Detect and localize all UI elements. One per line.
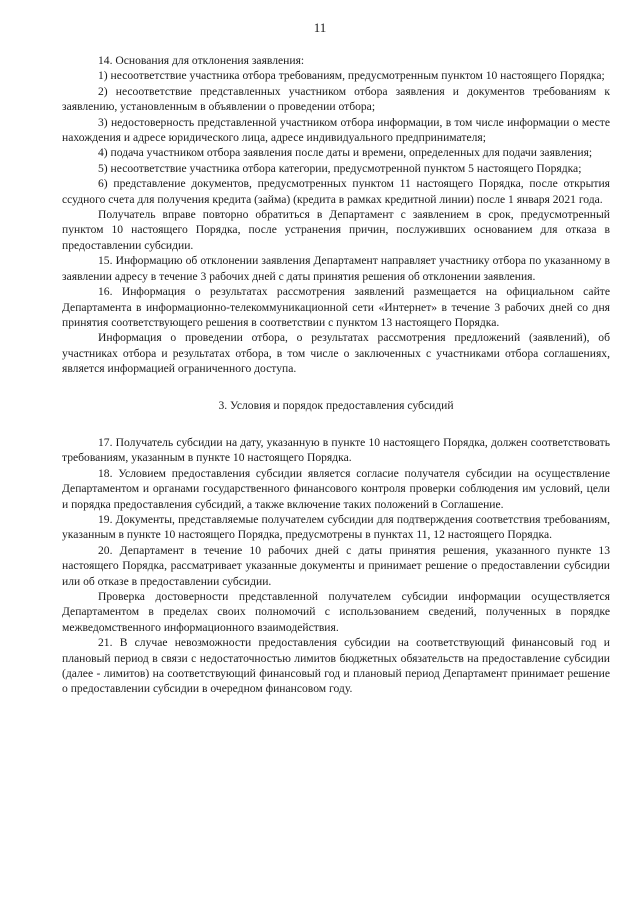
paragraph-14-item-5: 5) несоответствие участника отбора категории, предусмотренной пунктом 5 настоящего Порядка; xyxy=(98,161,582,175)
paragraph-20: 20. Департамент в течение 10 рабочих дней с даты принятия решения, указанного пункте 13 настоящего Порядка, рассматривает указанные документы и принимает решение о предоставлении субсидии или об отказе в предоставлении субсидии. xyxy=(62,543,610,588)
paragraph-verification: Проверка достоверности представленной получателем субсидии информации осуществляется Департаментом в пределах своих полномочий с использованием сведений, полученных в порядке межведомственного информационного взаимодействия. xyxy=(62,590,610,634)
paragraph-15: 15. Информацию об отклонении заявления Департамент направляет участнику отбора по указанному в заявлении адресу в течение 3 рабочих дней с даты принятия решения об отклонении заявления. xyxy=(62,254,610,283)
paragraph-16: 16. Информация о результатах рассмотрения заявлений размещается на официальном сайте Департамента в информационно-телекоммуникационной сети «Интернет» в течение 3 рабочих дней со дня принятия соответствующего решения в соответствии с пунктом 13 настоящего Порядка. xyxy=(62,285,610,329)
paragraph-14-item-2: 2) несоответствие представленных участником отбора заявления и документов требованиям к заявлению, установленным в объявлении о проведении отбора; xyxy=(62,84,610,114)
paragraph-18: 18. Условием предоставления субсидии является согласие получателя субсидии на осуществление Департаментом и органами государственного финансового контроля проверки соблюдения им условий, цели и порядка предоставления субсидий, а также включение таких положений в Соглашение. xyxy=(62,466,610,511)
paragraph-14-item-4: 4) подача участником отбора заявления после даты и времени, определенных для подачи заявления; xyxy=(98,146,593,160)
paragraph-17: 17. Получатель субсидии на дату, указанную в пункте 10 настоящего Порядка, должен соответствовать требованиям, указанным в пункте 10 настоящего Порядка. xyxy=(62,435,610,465)
paragraph-14-item-3: 3) недостоверность представленной участником отбора информации, в том числе информации о месте нахождения и адресе юридического лица, адресе индивидуального предпринимателя; xyxy=(62,115,610,145)
paragraph-14-heading: 14. Основания для отклонения заявления: xyxy=(98,54,305,67)
page-number: 11 xyxy=(313,20,327,35)
paragraph-14-item-6: 6) представление документов, предусмотренных пунктом 11 настоящего Порядка, после открытия ссудного счета для получения кредита (займа) (кредита в рамках кредитной линии) после 1 января 2021 года. xyxy=(62,177,610,206)
section-title: 3. Условия и порядок предоставления субсидий xyxy=(218,398,454,412)
document-body xyxy=(62,53,610,697)
paragraph-restricted-info: Информация о проведении отбора, о результатах рассмотрения предложений (заявлений), об участниках отбора и результатах отбора, в том числе о заключенных с участниками отбора соглашениях, является информацией ограниченного доступа. xyxy=(62,331,610,376)
paragraph-reapply: Получатель вправе повторно обратиться в Департамент с заявлением в срок, предусмотренный пунктом 10 настоящего Порядка, после устранения причин, послуживших основанием для отказа в предоставлении субсидии. xyxy=(62,208,610,252)
paragraph-14-item-1: 1) несоответствие участника отбора требованиям, предусмотренным пунктом 10 настоящего Порядка; xyxy=(98,69,605,83)
paragraph-19: 19. Документы, представляемые получателем субсидии для подтверждения соответствия требованиям, указанным в пункте 10 настоящего Порядка, предусмотрены в пунктах 11, 12 настоящего Порядка. xyxy=(62,512,610,542)
paragraph-21: 21. В случае невозможности предоставления субсидии на соответствующий финансовый год и плановый период в связи с недостаточностью лимитов бюджетных обязательств на предоставление субсидии (далее - лимитов) на соответствующий финансовый год и плановый период Департамент принимает решение о предоставлении субсидии в очередном финансовом году. xyxy=(62,636,610,696)
